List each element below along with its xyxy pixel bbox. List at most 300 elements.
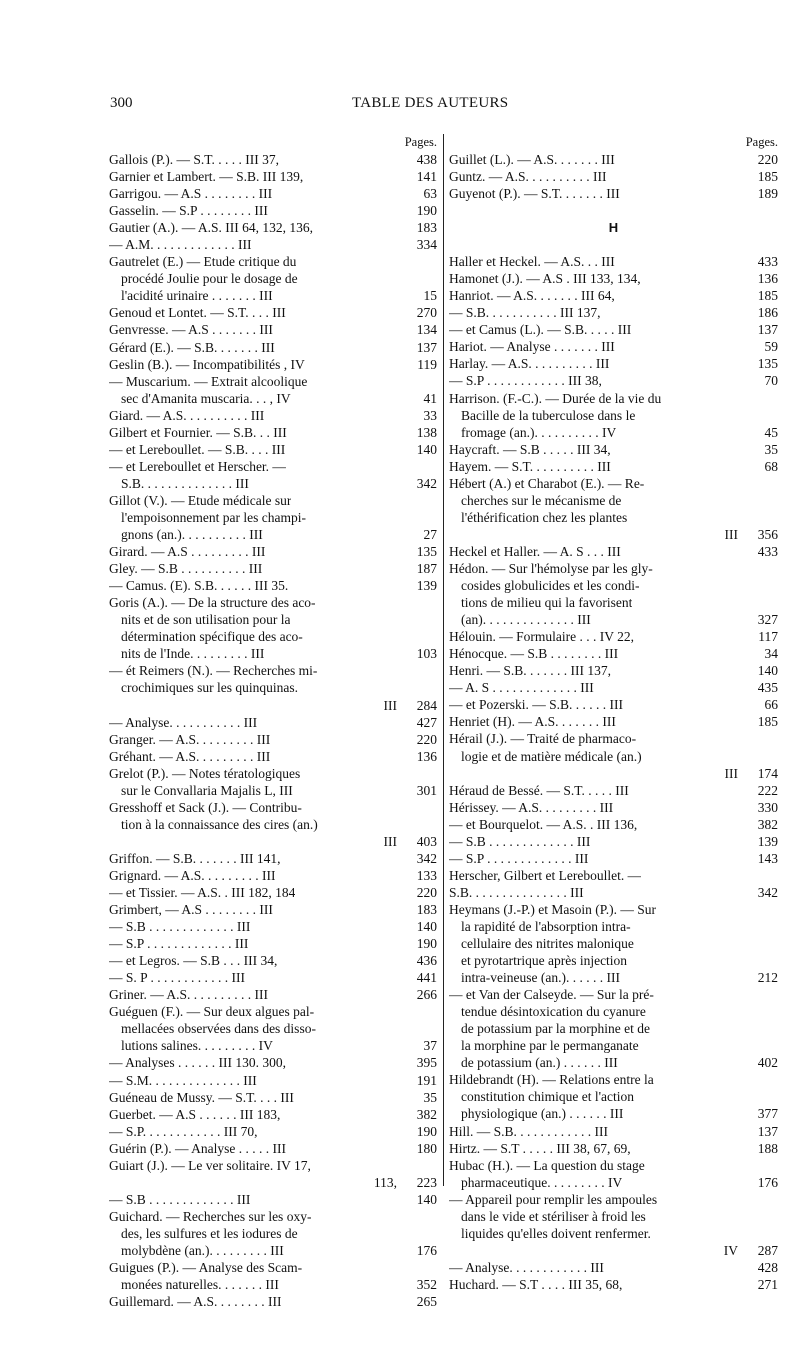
index-entry <box>109 356 437 373</box>
index-entry <box>449 730 778 747</box>
entry-text: Gilbert et Fournier. — S.B. . . III <box>109 424 287 440</box>
index-entry <box>109 799 437 816</box>
index-entry <box>449 270 778 287</box>
entry-text: Grelot (P.). — Notes tératologiques <box>109 765 301 781</box>
index-entry <box>449 850 778 867</box>
entry-text: Henri. — S.B. . . . . . . III 137, <box>449 663 611 679</box>
entry-text: l'éthérification chez les plantes <box>461 509 628 525</box>
entry-page: 137 <box>757 322 778 338</box>
entry-page: 334 <box>416 237 437 253</box>
entry-text: molybdène (an.). . . . . . . . . III <box>121 1243 284 1258</box>
entry-text: Hébert (A.) et Charabot (E.). — Re- <box>449 475 645 491</box>
entry-page: 352 <box>416 1277 437 1293</box>
entry-text: — Camus. (E). S.B. . . . . . III 35. <box>109 578 289 594</box>
entry-text: S.B. . . . . . . . . . . . . . III <box>121 475 249 491</box>
index-column-left <box>109 134 437 1310</box>
pages-label: Pages. <box>404 135 437 149</box>
index-entry <box>449 1276 778 1293</box>
entry-page: 222 <box>757 782 778 798</box>
entry-page: 212 <box>757 970 778 986</box>
index-entry <box>449 407 778 424</box>
entry-text: — Analyses . . . . . . III 130. 300, <box>109 1055 286 1071</box>
index-entry <box>449 526 778 543</box>
entry-text: Granger. — A.S. . . . . . . . . III <box>109 731 271 747</box>
entry-page: 35 <box>764 441 778 457</box>
entry-text: III <box>383 833 397 849</box>
index-entry <box>449 458 778 475</box>
pages-label: Pages. <box>745 135 778 149</box>
entry-text: Haller et Heckel. — A.S. . . III <box>449 254 615 270</box>
entry-text: cosides globulicides et les condi- <box>461 578 640 594</box>
index-entry <box>449 611 778 628</box>
entry-page: 37 <box>423 1038 437 1054</box>
entry-page: 220 <box>416 731 437 747</box>
page-title: TABLE DES AUTEURS <box>352 95 509 111</box>
entry-text: nits et de son utilisation pour la <box>121 612 291 628</box>
index-entry <box>449 867 778 884</box>
index-entry <box>449 952 778 969</box>
entry-text: Hildebrandt (H). — Relations entre la <box>449 1072 654 1088</box>
index-entry <box>109 1225 437 1242</box>
entry-page: 174 <box>757 765 778 781</box>
index-entry <box>449 986 778 1003</box>
index-entry <box>109 594 437 611</box>
entry-text: dans le vide et stériliser à froid les <box>461 1208 646 1224</box>
entry-text: Grimbert, — A.S . . . . . . . . III <box>109 902 273 918</box>
entry-text: Heymans (J.-P.) et Masoin (P.). — Sur <box>449 901 656 917</box>
index-entry <box>109 867 437 884</box>
entry-text: pharmaceutique. . . . . . . . . IV <box>461 1174 623 1190</box>
index-entry <box>109 1123 437 1140</box>
entry-page: 135 <box>757 356 778 372</box>
entry-text: Guichard. — Recherches sur les oxy- <box>109 1208 312 1224</box>
index-entry <box>109 458 437 475</box>
entry-text: Guigues (P.). — Analyse des Scam- <box>109 1260 303 1276</box>
index-entry <box>449 1157 778 1174</box>
entry-page: 428 <box>757 1259 778 1275</box>
index-entry <box>109 390 437 407</box>
entry-text: — et Legros. — S.B . . . III 34, <box>109 953 278 969</box>
index-entry <box>109 1140 437 1157</box>
entry-page: 265 <box>416 1294 437 1310</box>
entry-text: lutions salines. . . . . . . . . IV <box>121 1038 273 1054</box>
index-entry <box>449 918 778 935</box>
index-entry <box>109 833 437 850</box>
entry-text: — Analyse. . . . . . . . . . . . III <box>449 1259 604 1275</box>
index-entry <box>449 765 778 782</box>
entry-text: — et Bourquelot. — A.S. . III 136, <box>449 816 638 832</box>
entry-page: 327 <box>757 612 778 628</box>
entry-page: 141 <box>416 169 437 185</box>
index-entry <box>109 714 437 731</box>
entry-page: 119 <box>417 356 437 372</box>
index-entry <box>109 662 437 679</box>
entry-page: 136 <box>757 271 778 287</box>
entry-text: (an). . . . . . . . . . . . . . III <box>461 612 591 628</box>
index-entry <box>109 986 437 1003</box>
index-entry <box>109 1157 437 1174</box>
entry-page: 271 <box>757 1276 778 1292</box>
entry-page: 377 <box>757 1106 778 1122</box>
index-entry <box>449 185 778 202</box>
entry-text: Garrigou. — A.S . . . . . . . . III <box>109 186 273 202</box>
entry-page: 59 <box>764 339 778 355</box>
index-entry <box>109 782 437 799</box>
entry-text: mellacées observées dans des disso- <box>121 1021 316 1037</box>
index-entry <box>109 168 437 185</box>
index-entry <box>109 304 437 321</box>
entry-text: Hénocque. — S.B . . . . . . . . III <box>449 646 619 662</box>
entry-page: 185 <box>757 288 778 304</box>
index-entry <box>449 696 778 713</box>
index-entry <box>109 202 437 219</box>
index-entry <box>449 151 778 168</box>
entry-page: 139 <box>757 833 778 849</box>
entry-text: Griffon. — S.B. . . . . . . III 141, <box>109 850 281 866</box>
entry-page: 183 <box>416 220 437 236</box>
entry-text: Bacille de la tuberculose dans le <box>461 407 636 423</box>
entry-text: Goris (A.). — De la structure des aco- <box>109 595 316 611</box>
index-entry <box>109 253 437 270</box>
entry-page: 342 <box>757 884 778 900</box>
index-column-right <box>449 134 778 1293</box>
index-entry <box>109 884 437 901</box>
entry-page: 433 <box>757 254 778 270</box>
entry-text: tions de milieu qui la favorisent <box>461 595 633 611</box>
index-entry <box>109 236 437 253</box>
entry-text: Huchard. — S.T . . . . III 35, 68, <box>449 1276 623 1292</box>
index-entry <box>449 1105 778 1122</box>
index-entry <box>109 1242 437 1259</box>
index-entry <box>449 168 778 185</box>
index-entry <box>109 475 437 492</box>
entry-page: 270 <box>416 305 437 321</box>
index-entry <box>109 577 437 594</box>
entry-page: 187 <box>416 561 437 577</box>
index-entry <box>109 1106 437 1123</box>
entry-page: 190 <box>416 936 437 952</box>
entry-list <box>109 151 437 1310</box>
entry-text: Guéneau de Mussy. — S.T. . . . III <box>109 1089 294 1105</box>
entry-text: l'acidité urinaire . . . . . . . III <box>121 288 273 304</box>
index-entry <box>109 1020 437 1037</box>
index-entry <box>449 509 778 526</box>
index-entry <box>449 287 778 304</box>
entry-text: Gréhant. — A.S. . . . . . . . . III <box>109 748 271 764</box>
index-entry <box>449 304 778 321</box>
index-entry <box>109 543 437 560</box>
entry-text: Guyenot (P.). — S.T. . . . . . . III <box>449 186 620 202</box>
index-entry <box>109 287 437 304</box>
entry-page: 27 <box>423 527 437 543</box>
entry-text: Harrison. (F.-C.). — Durée de la vie du <box>449 390 662 406</box>
entry-page: 15 <box>423 288 437 304</box>
entry-text: — Analyse. . . . . . . . . . . III <box>109 714 258 730</box>
entry-text: Hariot. — Analyse . . . . . . . III <box>449 339 615 355</box>
entry-page: 395 <box>416 1055 437 1071</box>
entry-text: sec d'Amanita muscaria. . . , IV <box>121 390 291 406</box>
index-entry <box>109 441 437 458</box>
entry-page: 191 <box>416 1072 437 1088</box>
index-entry <box>449 969 778 986</box>
entry-page: 185 <box>757 714 778 730</box>
entry-text: Gley. — S.B . . . . . . . . . . III <box>109 561 263 577</box>
index-entry <box>449 645 778 662</box>
index-entry <box>109 1208 437 1225</box>
entry-text: crochimiques sur les quinquinas. <box>121 680 298 696</box>
entry-page: 140 <box>416 1191 437 1207</box>
entry-text: Hamonet (J.). — A.S . III 133, 134, <box>449 271 641 287</box>
index-entry <box>109 1089 437 1106</box>
entry-page: 136 <box>416 748 437 764</box>
entry-text: Hubac (H.). — La question du stage <box>449 1157 645 1173</box>
entry-text: intra-veineuse (an.). . . . . . III <box>461 970 620 986</box>
entry-page: 135 <box>416 544 437 560</box>
entry-page: 435 <box>757 680 778 696</box>
entry-text: constitution chimique et l'action <box>461 1089 635 1105</box>
entry-text: Hélouin. — Formulaire . . . IV 22, <box>449 629 634 645</box>
index-entry <box>109 151 437 168</box>
entry-page: 139 <box>416 578 437 594</box>
index-entry <box>449 1088 778 1105</box>
entry-text: S.B. . . . . . . . . . . . . . . III <box>449 884 584 900</box>
entry-text: — S.P. . . . . . . . . . . . III 70, <box>109 1123 258 1139</box>
entry-text: logie et de matière médicale (an.) <box>461 748 642 764</box>
entry-text: Heckel et Haller. — A. S . . . III <box>449 543 621 559</box>
entry-page: 140 <box>416 919 437 935</box>
index-entry <box>449 782 778 799</box>
entry-text: Guntz. — A.S. . . . . . . . . . III <box>449 169 607 185</box>
entry-page: 284 <box>416 697 437 713</box>
entry-page: 220 <box>757 152 778 167</box>
index-entry <box>109 901 437 918</box>
index-entry <box>449 492 778 509</box>
entry-page: 436 <box>416 953 437 969</box>
entry-text: — S.P . . . . . . . . . . . . III 38, <box>449 373 602 389</box>
entry-text: — Muscarium. — Extrait alcoolique <box>109 373 308 389</box>
index-entry <box>449 748 778 765</box>
entry-page: 103 <box>416 646 437 662</box>
entry-text: — S.P . . . . . . . . . . . . . III <box>449 850 589 866</box>
entry-text: Giard. — A.S. . . . . . . . . . III <box>109 407 265 423</box>
index-entry <box>109 679 437 696</box>
entry-text: — Appareil pour remplir les ampoules <box>449 1191 658 1207</box>
entry-page: 190 <box>416 203 437 219</box>
entry-text: Gasselin. — S.P . . . . . . . . III <box>109 203 268 219</box>
entry-text: Girard. — A.S . . . . . . . . . III <box>109 544 266 560</box>
entry-page: 180 <box>416 1140 437 1156</box>
entry-page: 140 <box>416 441 437 457</box>
entry-text: sur le Convallaria Majalis L, III <box>121 782 293 798</box>
entry-text: Gresshoff et Sack (J.). — Contribu- <box>109 799 302 815</box>
index-entry <box>449 372 778 389</box>
index-entry <box>109 1054 437 1071</box>
entry-page: 68 <box>764 458 778 474</box>
entry-text: Hill. — S.B. . . . . . . . . . . . III <box>449 1123 609 1139</box>
entry-page: 176 <box>757 1174 778 1190</box>
entry-page: 330 <box>757 799 778 815</box>
index-entry <box>109 1191 437 1208</box>
index-entry <box>449 1191 778 1208</box>
entry-text: Haycraft. — S.B . . . . . III 34, <box>449 441 611 457</box>
entry-text: Héraud de Bessé. — S.T. . . . . III <box>449 782 629 798</box>
index-entry <box>449 799 778 816</box>
index-entry <box>109 1174 437 1191</box>
entry-text: des, les sulfures et les iodures de <box>121 1225 298 1241</box>
entry-page: 382 <box>416 1106 437 1122</box>
index-entry <box>449 1020 778 1037</box>
entry-text: liquides qu'elles doivent renfermer. <box>461 1225 651 1241</box>
index-entry <box>109 526 437 543</box>
entry-text: Guiart (J.). — Le ver solitaire. IV 17, <box>109 1157 311 1173</box>
entry-text: — et Pozerski. — S.B. . . . . . III <box>449 697 623 713</box>
entry-text: III <box>383 697 397 713</box>
entry-page: 266 <box>416 987 437 1003</box>
entry-text: détermination spécifique des aco- <box>121 629 303 645</box>
entry-text: Gautier (A.). — A.S. III 64, 132, 136, <box>109 220 313 236</box>
entry-text: cellulaire des nitrites malonique <box>461 936 634 952</box>
entry-text: — et Van der Calseyde. — Sur la pré- <box>449 987 654 1003</box>
index-entry <box>109 424 437 441</box>
entry-text: — S.M. . . . . . . . . . . . . . III <box>109 1072 257 1088</box>
entry-page: 186 <box>757 305 778 321</box>
entry-page: 185 <box>757 169 778 185</box>
entry-text: — S.P . . . . . . . . . . . . . III <box>109 936 249 952</box>
entry-text: Harlay. — A.S. . . . . . . . . . III <box>449 356 610 372</box>
entry-text: Guillet (L.). — A.S. . . . . . . III <box>449 152 615 167</box>
index-entry <box>109 1259 437 1276</box>
index-entry <box>109 219 437 236</box>
index-entry <box>109 407 437 424</box>
entry-page: 342 <box>416 850 437 866</box>
index-entry <box>449 475 778 492</box>
entry-text: Guerbet. — A.S . . . . . . III 183, <box>109 1106 281 1122</box>
entry-text: Grignard. — A.S. . . . . . . . . III <box>109 867 276 883</box>
entry-text: III <box>724 526 738 542</box>
index-entry <box>109 1293 437 1310</box>
entry-text: Hérail (J.). — Traité de pharmaco- <box>449 731 637 747</box>
entry-text: fromage (an.). . . . . . . . . . IV <box>461 424 617 440</box>
entry-page: 223 <box>416 1174 437 1190</box>
entry-text: la rapidité de l'absorption intra- <box>461 918 631 934</box>
entry-text: Gautrelet (E.) — Etude critique du <box>109 254 297 270</box>
index-entry <box>109 918 437 935</box>
entry-text: Herscher, Gilbert et Lereboullet. — <box>449 867 642 883</box>
index-entry <box>449 935 778 952</box>
index-entry <box>109 645 437 662</box>
entry-page: 117 <box>758 629 778 645</box>
entry-text: Geslin (B.). — Incompatibilités , IV <box>109 356 305 372</box>
index-entry <box>449 1242 778 1259</box>
entry-page: 35 <box>423 1089 437 1105</box>
entry-text: Gallois (P.). — S.T. . . . . III 37, <box>109 152 279 167</box>
index-entry <box>449 1054 778 1071</box>
entry-text: III <box>724 765 738 781</box>
index-entry <box>109 270 437 287</box>
index-entry <box>449 253 778 270</box>
entry-page: 183 <box>416 902 437 918</box>
index-entry <box>449 355 778 372</box>
entry-page: 138 <box>416 424 437 440</box>
entry-page: 188 <box>757 1140 778 1156</box>
index-entry <box>449 1208 778 1225</box>
entry-text: — et Tissier. — A.S. . III 182, 184 <box>109 885 296 901</box>
index-entry <box>449 338 778 355</box>
index-entry <box>449 884 778 901</box>
index-entry <box>109 850 437 867</box>
entry-page: 63 <box>423 186 437 202</box>
entry-text: Gérard (E.). — S.B. . . . . . . III <box>109 339 275 355</box>
index-entry <box>449 628 778 645</box>
entry-text: la morphine par le permanganate <box>461 1038 639 1054</box>
entry-text: Henriet (H). — A.S. . . . . . . III <box>449 714 616 730</box>
entry-text: — S.B . . . . . . . . . . . . . III <box>449 833 591 849</box>
index-entry <box>109 560 437 577</box>
entry-text: — et Lereboullet et Herscher. — <box>109 458 286 474</box>
entry-text: nits de l'Inde. . . . . . . . . III <box>121 646 265 662</box>
index-entry <box>109 492 437 509</box>
entry-page: 66 <box>764 697 778 713</box>
index-entry <box>109 339 437 356</box>
index-entry <box>449 543 778 560</box>
entry-text: de potassium (an.) . . . . . . III <box>461 1055 618 1071</box>
entry-page: 143 <box>757 850 778 866</box>
entry-text: gnons (an.). . . . . . . . . . III <box>121 527 263 543</box>
entry-page: 41 <box>423 390 437 406</box>
entry-text: — S. P . . . . . . . . . . . . III <box>109 970 246 986</box>
index-entry <box>109 969 437 986</box>
entry-text: Genvresse. — A.S . . . . . . . III <box>109 322 273 338</box>
index-entry <box>109 748 437 765</box>
entry-page: 70 <box>764 373 778 389</box>
entry-page: 137 <box>757 1123 778 1139</box>
entry-page: 342 <box>416 475 437 491</box>
index-entry <box>109 935 437 952</box>
entry-page: 189 <box>757 186 778 202</box>
entry-page: 133 <box>416 867 437 883</box>
entry-text: tion à la connaissance des cires (an.) <box>121 816 318 832</box>
index-entry <box>109 1003 437 1020</box>
entry-page: 33 <box>423 407 437 423</box>
index-entry <box>449 901 778 918</box>
entry-text: Genoud et Lontet. — S.T. . . . III <box>109 305 286 321</box>
entry-text: — S.B. . . . . . . . . . . III 137, <box>449 305 601 321</box>
index-entry <box>449 833 778 850</box>
index-entry <box>109 952 437 969</box>
index-entry <box>109 697 437 714</box>
entry-text: Griner. — A.S. . . . . . . . . . III <box>109 987 268 1003</box>
index-entry <box>449 560 778 577</box>
index-entry <box>109 1276 437 1293</box>
entry-text: — ét Reimers (N.). — Recherches mi- <box>109 663 318 679</box>
entry-page: 433 <box>757 543 778 559</box>
entry-text: IV <box>723 1242 738 1258</box>
entry-page: 382 <box>757 816 778 832</box>
index-entry <box>449 424 778 441</box>
entry-text: et pyrotartrique après injection <box>461 953 628 969</box>
index-entry <box>109 185 437 202</box>
entry-text: Hédon. — Sur l'hémolyse par les gly- <box>449 560 653 576</box>
index-entry <box>449 1037 778 1054</box>
entry-text: — et Camus (L.). — S.B. . . . . III <box>449 322 632 338</box>
entry-text: 113, <box>373 1174 397 1190</box>
index-entry <box>449 662 778 679</box>
entry-page: 34 <box>764 646 778 662</box>
entry-text: cherches sur le mécanisme de <box>461 492 622 508</box>
index-entry <box>109 321 437 338</box>
entry-text: — et Lereboullet. — S.B. . . . III <box>109 441 286 457</box>
index-entry <box>449 1140 778 1157</box>
